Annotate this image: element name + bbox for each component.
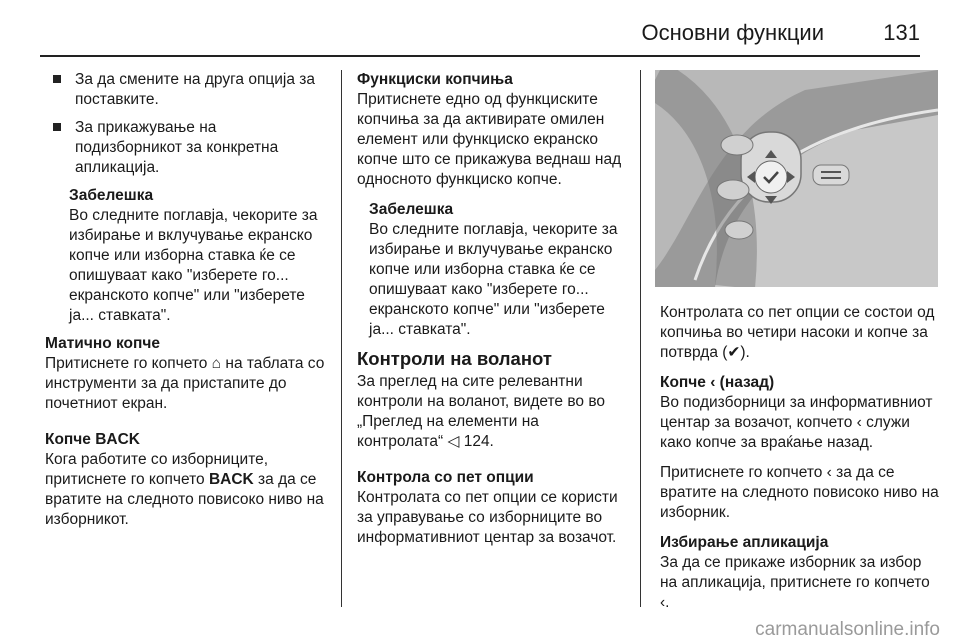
- function-buttons-text: Притиснете едно од функциските копчиња за да активирате омилен елемент или функциско екранско копче што се прикажува веднаш над односното функциско копче.: [357, 91, 622, 188]
- column-divider: [640, 70, 641, 607]
- steering-wheel-figure: [655, 70, 938, 287]
- back-button-text-2: Притиснете го копчето ‹ за да се вратите на следното повисоко ниво на изборник.: [660, 464, 939, 521]
- back-button-heading: Копче ‹ (назад): [660, 374, 775, 391]
- bullet-icon: [53, 75, 61, 83]
- steering-controls-heading: Контроли на воланот: [357, 348, 552, 369]
- five-way-text: Контролата со пет опции се користи за управување со изборниците во информативниот центар за возачот.: [357, 489, 618, 546]
- figure-caption: Контролата со пет опции се состои од копчиња во четири насоки и копче за потврда (✔).: [660, 304, 935, 361]
- note-title: Забелешка: [369, 201, 454, 218]
- running-title: Основни функции: [641, 20, 824, 45]
- page-header: [40, 14, 920, 50]
- bullet-item: За прикажување на подизборникот за конкретна апликација.: [45, 118, 327, 178]
- note-block: [369, 200, 625, 340]
- page-number: 131: [883, 20, 920, 45]
- note-title: Забелешка: [69, 187, 154, 204]
- header-rule: [40, 55, 920, 57]
- note-block: [69, 186, 327, 326]
- app-select-heading: Избирање апликација: [660, 534, 829, 551]
- back-section: Копче BACK Кога работите со изборниците, притиснете го копчето BACK за да се вратите на следното повисоко ниво на изборникот.: [45, 430, 327, 530]
- bullet-item: За да смените на друга опција за поставките.: [45, 70, 327, 110]
- steering-wheel-illustration: [655, 70, 938, 287]
- home-button-text: Притиснете го копчето ⌂ на таблата со инструменти за да пристапите до почетниот екран.: [45, 355, 325, 412]
- watermark: carmanualsonline.info: [755, 619, 940, 640]
- column-1: [45, 70, 327, 540]
- five-way-heading: Контрола со пет опции: [357, 469, 534, 486]
- column-2: [357, 70, 625, 558]
- column-3: [660, 303, 940, 623]
- steering-controls-text: За преглед на сите релевантни контроли на воланот, видете во во „Преглед на елементи на контролата“ ◁ 124.: [357, 373, 606, 450]
- note-text: Во следните поглавја, чекорите за избирање и вклучување екранско копче или изборна ставка ќе се опишуваат како "изберете го... екранското копче" или "изберете ја... ставката".: [69, 207, 318, 324]
- app-select-text: За да се прикаже изборник за избор на апликација, притиснете го копчето ‹.: [660, 554, 930, 611]
- back-button-text: Во подизборници за информативниот центар за возачот, копчето ‹ служи како копче за враќање назад.: [660, 394, 933, 451]
- column-divider: [341, 70, 342, 607]
- back-button-heading: Копче BACK: [45, 431, 140, 448]
- home-icon: ⌂: [211, 355, 222, 372]
- bullet-icon: [53, 123, 61, 131]
- note-text: Во следните поглавја, чекорите за избирање и вклучување екранско копче или изборна ставка ќе се опишуваат како "изберете го... екранското копче" или "изберете ја... ставката".: [369, 221, 618, 338]
- home-button-heading: Матично копче: [45, 335, 160, 352]
- function-buttons-heading: Функциски копчиња: [357, 71, 513, 88]
